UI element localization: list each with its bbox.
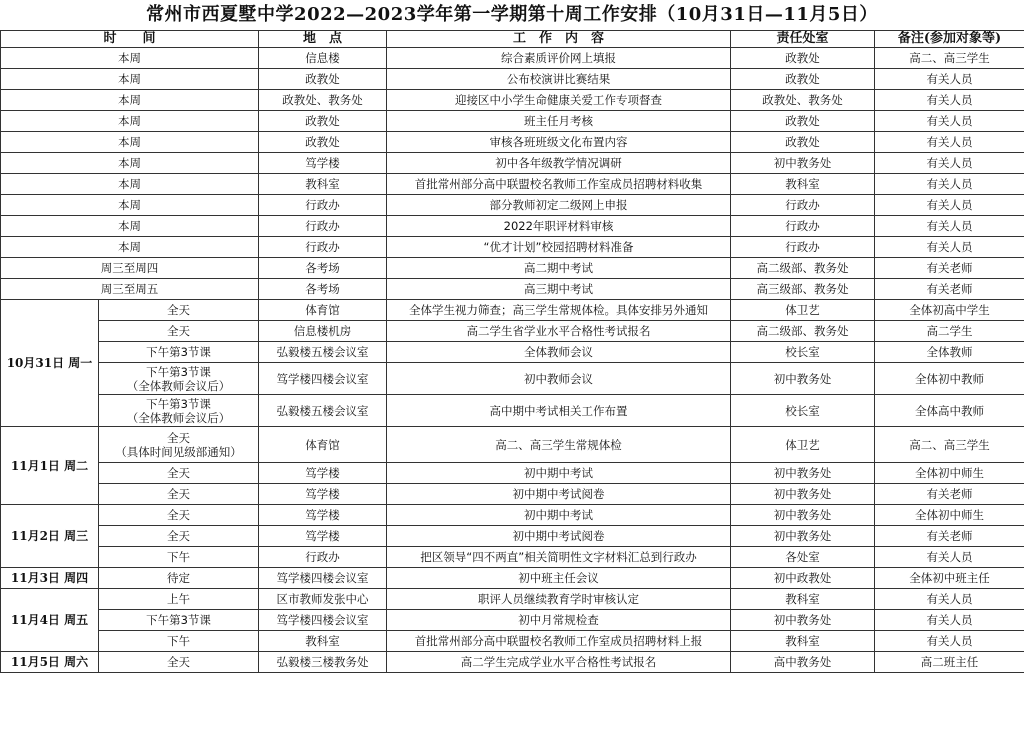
day-row xyxy=(1,631,1024,652)
content-cell: 初中期中考试阅卷 xyxy=(387,526,731,547)
time-text: 全天 xyxy=(167,430,190,445)
dept-cell: 各处室 xyxy=(731,547,875,568)
content-cell: 初中教师会议 xyxy=(387,363,731,395)
place-cell: 行政办 xyxy=(259,547,387,568)
dept-cell: 行政办 xyxy=(731,216,875,237)
place-cell: 各考场 xyxy=(259,279,387,300)
place-cell: 笃学楼四楼会议室 xyxy=(259,610,387,631)
note-cell: 有关老师 xyxy=(875,279,1024,300)
place-cell: 教科室 xyxy=(259,631,387,652)
dept-cell: 初中教务处 xyxy=(731,463,875,484)
note-cell: 高二、高三学生 xyxy=(875,427,1024,463)
note-cell: 有关人员 xyxy=(875,132,1024,153)
place-cell: 笃学楼四楼会议室 xyxy=(259,568,387,589)
place-cell: 区市教师发张中心 xyxy=(259,589,387,610)
place-cell: 笃学楼 xyxy=(259,153,387,174)
time-text: 上午 xyxy=(167,592,190,606)
content-cell: 高二学生完成学业水平合格性考试报名 xyxy=(387,652,731,673)
place-cell: 行政办 xyxy=(259,237,387,258)
note-cell: 全体初中班主任 xyxy=(875,568,1024,589)
content-cell: 高三期中考试 xyxy=(387,279,731,300)
weekly-row xyxy=(1,111,1024,132)
content-cell: 审核各班班级文化布置内容 xyxy=(387,132,731,153)
note-cell: 有关人员 xyxy=(875,174,1024,195)
day-row xyxy=(1,321,1024,342)
header-row xyxy=(1,31,1024,48)
content-cell: 初中各年级教学情况调研 xyxy=(387,153,731,174)
dept-cell: 高二级部、教务处 xyxy=(731,321,875,342)
dept-cell: 政教处 xyxy=(731,132,875,153)
day-row xyxy=(1,363,1024,395)
weekly-row xyxy=(1,48,1024,69)
place-cell: 信息楼机房 xyxy=(259,321,387,342)
time-text: 下午第3节课 xyxy=(146,345,211,359)
content-cell: 高二、高三学生常规体检 xyxy=(387,427,731,463)
day-row xyxy=(1,589,1024,610)
note-cell: 全体初中师生 xyxy=(875,463,1024,484)
dept-cell: 教科室 xyxy=(731,589,875,610)
time-cell xyxy=(99,321,259,342)
dept-cell: 初中教务处 xyxy=(731,505,875,526)
time-text: 全天 xyxy=(167,508,190,522)
dept-cell: 高二级部、教务处 xyxy=(731,258,875,279)
day-row xyxy=(1,427,1024,463)
header-place: 地 点 xyxy=(259,31,387,48)
time-cell: 本周 xyxy=(1,132,259,153)
note-cell: 全体初高中学生 xyxy=(875,300,1024,321)
time-text: 全天 xyxy=(167,655,190,669)
place-cell: 政教处 xyxy=(259,132,387,153)
dept-cell: 政教处、教务处 xyxy=(731,90,875,111)
header-content: 工 作 内 容 xyxy=(387,31,731,48)
weekly-row xyxy=(1,90,1024,111)
time-cell xyxy=(99,484,259,505)
content-cell: 全体教师会议 xyxy=(387,342,731,363)
note-cell: 高二学生 xyxy=(875,321,1024,342)
time-text: 待定 xyxy=(167,571,190,585)
content-cell: 班主任月考核 xyxy=(387,111,731,132)
time-text: 下午第3节课 xyxy=(146,613,211,627)
weekly-row xyxy=(1,174,1024,195)
day-label: 11月3日 周四 xyxy=(1,568,99,589)
time-cell: 本周 xyxy=(1,90,259,111)
day-label: 11月2日 周三 xyxy=(1,505,99,568)
place-cell: 笃学楼 xyxy=(259,526,387,547)
dept-cell: 体卫艺 xyxy=(731,300,875,321)
content-cell: 初中期中考试 xyxy=(387,505,731,526)
dept-cell: 政教处 xyxy=(731,48,875,69)
time-cell xyxy=(99,631,259,652)
content-cell: 初中期中考试 xyxy=(387,463,731,484)
note-cell: 有关人员 xyxy=(875,589,1024,610)
day-row xyxy=(1,463,1024,484)
content-cell: 初中班主任会议 xyxy=(387,568,731,589)
time-cell xyxy=(99,547,259,568)
time-cell xyxy=(99,342,259,363)
header-time: 时 间 xyxy=(1,31,259,48)
dept-cell: 初中教务处 xyxy=(731,484,875,505)
note-cell: 全体高中教师 xyxy=(875,395,1024,427)
place-cell: 行政办 xyxy=(259,216,387,237)
day-row xyxy=(1,300,1024,321)
day-label: 11月4日 周五 xyxy=(1,589,99,652)
note-cell: 有关老师 xyxy=(875,526,1024,547)
note-cell: 有关人员 xyxy=(875,610,1024,631)
content-cell: 2022年职评材料审核 xyxy=(387,216,731,237)
content-cell: 综合素质评价网上填报 xyxy=(387,48,731,69)
note-cell: 有关人员 xyxy=(875,237,1024,258)
weekly-row xyxy=(1,153,1024,174)
page-title: 常州市西夏墅中学2022—2023学年第一学期第十周工作安排（10月31日—11月5日） xyxy=(146,4,878,25)
note-cell: 有关人员 xyxy=(875,153,1024,174)
weekly-row xyxy=(1,195,1024,216)
content-cell: 把区领导“四不两直”相关简明性文字材料汇总到行政办 xyxy=(387,547,731,568)
place-cell: 政教处 xyxy=(259,69,387,90)
content-cell: 初中期中考试阅卷 xyxy=(387,484,731,505)
time-cell: 本周 xyxy=(1,153,259,174)
dept-cell: 校长室 xyxy=(731,395,875,427)
dept-cell: 教科室 xyxy=(731,174,875,195)
time-cell xyxy=(99,526,259,547)
day-label: 11月1日 周二 xyxy=(1,427,99,505)
place-cell: 政教处、教务处 xyxy=(259,90,387,111)
place-cell: 弘毅楼五楼会议室 xyxy=(259,342,387,363)
weekly-row xyxy=(1,258,1024,279)
header-note: 备注(参加对象等) xyxy=(875,31,1024,48)
day-row xyxy=(1,484,1024,505)
note-cell: 有关老师 xyxy=(875,484,1024,505)
day-row xyxy=(1,342,1024,363)
dept-cell: 初中教务处 xyxy=(731,526,875,547)
note-cell: 有关人员 xyxy=(875,111,1024,132)
dept-cell: 体卫艺 xyxy=(731,427,875,463)
dept-cell: 教科室 xyxy=(731,631,875,652)
place-cell: 笃学楼 xyxy=(259,505,387,526)
time-cell xyxy=(99,300,259,321)
dept-cell: 政教处 xyxy=(731,111,875,132)
time-text: 下午第3节课 xyxy=(146,364,211,379)
content-cell: 初中月常规检查 xyxy=(387,610,731,631)
time-cell xyxy=(99,463,259,484)
content-cell: “优才计划”校园招聘材料准备 xyxy=(387,237,731,258)
time-cell xyxy=(99,363,259,395)
day-row xyxy=(1,568,1024,589)
content-cell: 迎接区中小学生命健康关爱工作专项督查 xyxy=(387,90,731,111)
time-text: 全天 xyxy=(167,529,190,543)
note-cell: 有关人员 xyxy=(875,69,1024,90)
note-cell: 全体初中师生 xyxy=(875,505,1024,526)
place-cell: 政教处 xyxy=(259,111,387,132)
dept-cell: 校长室 xyxy=(731,342,875,363)
time-cell: 周三至周四 xyxy=(1,258,259,279)
time-cell: 本周 xyxy=(1,174,259,195)
weekly-row xyxy=(1,237,1024,258)
weekly-row xyxy=(1,279,1024,300)
time-cell xyxy=(99,427,259,463)
note-cell: 有关人员 xyxy=(875,195,1024,216)
time-cell: 本周 xyxy=(1,195,259,216)
content-cell: 全体学生视力筛查；高三学生常规体检。具体安排另外通知 xyxy=(387,300,731,321)
dept-cell: 初中教务处 xyxy=(731,153,875,174)
day-row xyxy=(1,652,1024,673)
place-cell: 体育馆 xyxy=(259,300,387,321)
schedule-body xyxy=(1,48,1024,673)
day-row xyxy=(1,610,1024,631)
dept-cell: 高中教务处 xyxy=(731,652,875,673)
place-cell: 信息楼 xyxy=(259,48,387,69)
time-cell xyxy=(99,652,259,673)
time-cell: 周三至周五 xyxy=(1,279,259,300)
time-cell: 本周 xyxy=(1,69,259,90)
note-cell: 有关人员 xyxy=(875,631,1024,652)
header-dept: 责任处室 xyxy=(731,31,875,48)
content-cell: 高二期中考试 xyxy=(387,258,731,279)
dept-cell: 高三级部、教务处 xyxy=(731,279,875,300)
dept-cell: 行政办 xyxy=(731,195,875,216)
content-cell: 首批常州部分高中联盟校名教师工作室成员招聘材料收集 xyxy=(387,174,731,195)
dept-cell: 政教处 xyxy=(731,69,875,90)
time-cell xyxy=(99,568,259,589)
day-row xyxy=(1,395,1024,427)
time-text: 全天 xyxy=(167,324,190,338)
time-cell xyxy=(99,395,259,427)
note-cell: 有关人员 xyxy=(875,90,1024,111)
note-cell: 有关人员 xyxy=(875,216,1024,237)
place-cell: 行政办 xyxy=(259,195,387,216)
day-label: 10月31日 周一 xyxy=(1,300,99,427)
weekly-row xyxy=(1,132,1024,153)
time-cell: 本周 xyxy=(1,237,259,258)
place-cell: 笃学楼 xyxy=(259,484,387,505)
time-cell xyxy=(99,505,259,526)
content-cell: 高二学生省学业水平合格性考试报名 xyxy=(387,321,731,342)
place-cell: 教科室 xyxy=(259,174,387,195)
schedule-table xyxy=(0,30,1024,673)
dept-cell: 初中政教处 xyxy=(731,568,875,589)
content-cell: 公布校演讲比赛结果 xyxy=(387,69,731,90)
note-cell: 高二、高三学生 xyxy=(875,48,1024,69)
day-row xyxy=(1,505,1024,526)
place-cell: 体育馆 xyxy=(259,427,387,463)
day-row xyxy=(1,547,1024,568)
place-cell: 弘毅楼三楼教务处 xyxy=(259,652,387,673)
time-text: 全天 xyxy=(167,303,190,317)
content-cell: 首批常州部分高中联盟校名教师工作室成员招聘材料上报 xyxy=(387,631,731,652)
day-row xyxy=(1,526,1024,547)
time-text: 全天 xyxy=(167,487,190,501)
place-cell: 各考场 xyxy=(259,258,387,279)
content-cell: 部分教师初定二级网上申报 xyxy=(387,195,731,216)
note-cell: 全体教师 xyxy=(875,342,1024,363)
time-cell xyxy=(99,610,259,631)
note-cell: 有关人员 xyxy=(875,547,1024,568)
time-cell xyxy=(99,589,259,610)
dept-cell: 行政办 xyxy=(731,237,875,258)
time-cell: 本周 xyxy=(1,48,259,69)
time-text: 下午 xyxy=(167,550,190,564)
time-note: （具体时间见级部通知） xyxy=(115,444,242,459)
time-note: （全体教师会议后） xyxy=(126,378,231,393)
content-cell: 职评人员继续教育学时审核认定 xyxy=(387,589,731,610)
time-text: 下午 xyxy=(167,634,190,648)
content-cell: 高中期中考试相关工作布置 xyxy=(387,395,731,427)
time-cell: 本周 xyxy=(1,216,259,237)
note-cell: 高二班主任 xyxy=(875,652,1024,673)
note-cell: 有关老师 xyxy=(875,258,1024,279)
note-cell: 全体初中教师 xyxy=(875,363,1024,395)
time-text: 全天 xyxy=(167,466,190,480)
time-cell: 本周 xyxy=(1,111,259,132)
place-cell: 弘毅楼五楼会议室 xyxy=(259,395,387,427)
day-label: 11月5日 周六 xyxy=(1,652,99,673)
place-cell: 笃学楼四楼会议室 xyxy=(259,363,387,395)
dept-cell: 初中教务处 xyxy=(731,363,875,395)
time-note: （全体教师会议后） xyxy=(126,410,231,425)
weekly-row xyxy=(1,216,1024,237)
place-cell: 笃学楼 xyxy=(259,463,387,484)
weekly-row xyxy=(1,69,1024,90)
dept-cell: 初中教务处 xyxy=(731,610,875,631)
time-text: 下午第3节课 xyxy=(146,396,211,411)
